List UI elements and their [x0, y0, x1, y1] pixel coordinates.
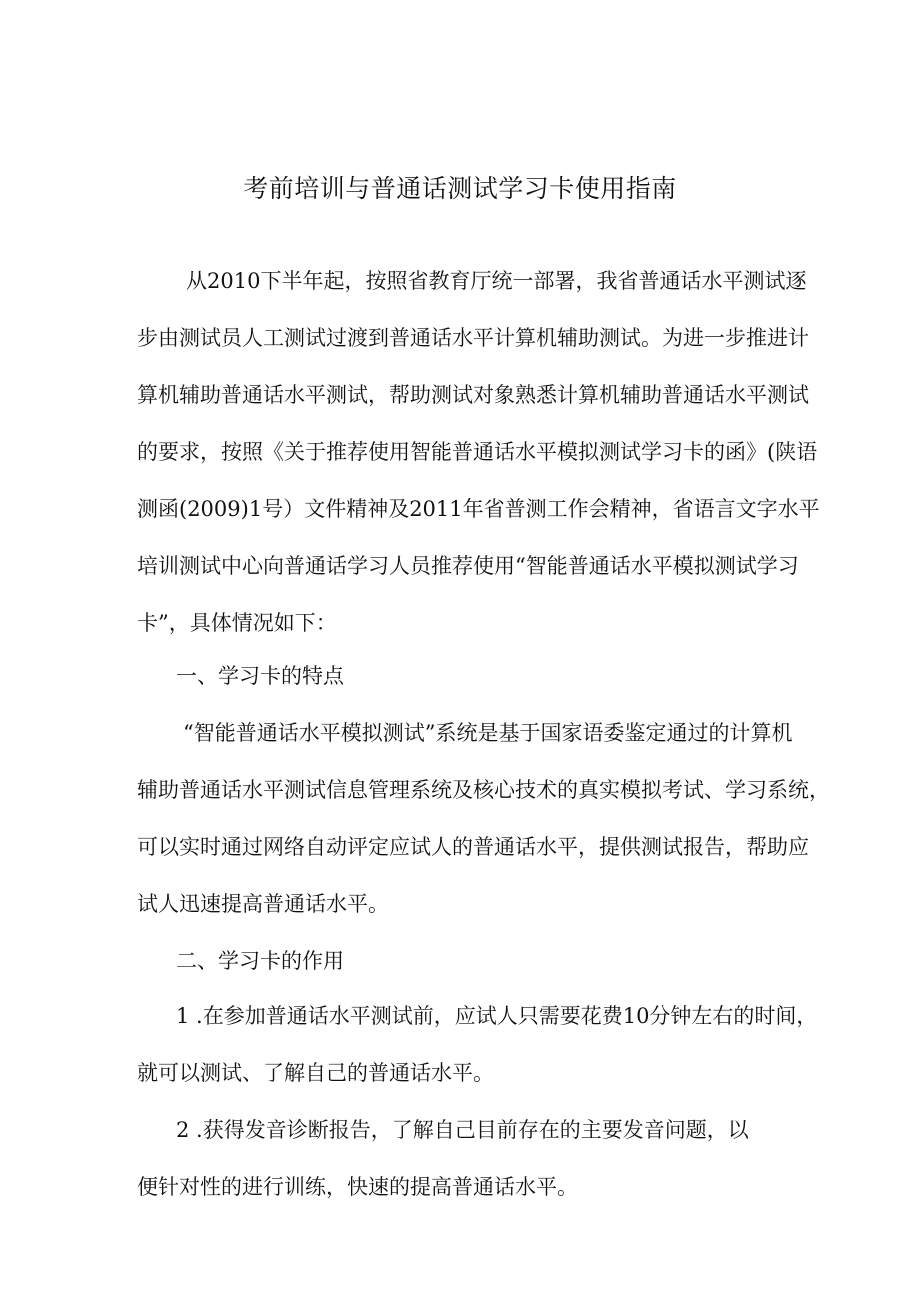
paragraph-line: 试人迅速提高普通话水平。	[137, 892, 389, 916]
list-item: 2 .获得发音诊断报告，了解自己目前存在的主要发音问题，以	[176, 1118, 749, 1142]
document-title: 考前培训与普通话测试学习卡使用指南	[243, 174, 677, 203]
paragraph-line: 就可以测试、了解自己的普通话水平。	[137, 1061, 494, 1085]
section-heading: 二、学习卡的作用	[176, 949, 344, 973]
paragraph-line: 步由测试员人工测试过渡到普通话水平计算机辅助测试。为进一步推进计	[137, 326, 809, 350]
list-item: 1 .在参加普通话水平测试前，应试人只需要花费10分钟左右的时间，	[176, 1004, 818, 1028]
paragraph-line: 从2010下半年起，按照省教育厅统一部署，我省普通话水平测试逐	[186, 269, 807, 293]
paragraph-line: 辅助普通话水平测试信息管理系统及核心技术的真实模拟考试、学习系统，	[137, 778, 830, 802]
paragraph-line: “智能普通话水平模拟测试”系统是基于国家语委鉴定通过的计算机	[183, 721, 793, 745]
paragraph-line: 卡”，具体情况如下：	[137, 611, 337, 635]
paragraph-line: 可以实时通过网络自动评定应试人的普通话水平，提供测试报告，帮助应	[137, 835, 809, 859]
paragraph-line: 便针对性的进行训练，快速的提高普通话水平。	[137, 1175, 578, 1199]
paragraph-line: 的要求，按照《关于推荐使用智能普通话水平模拟测试学习卡的函》(陕语	[137, 440, 818, 464]
paragraph-line: 测函(2009)1号）文件精神及2011年省普测工作会精神，省语言文字水平	[137, 497, 820, 521]
section-heading: 一、学习卡的特点	[176, 664, 344, 688]
paragraph-line: 算机辅助普通话水平测试，帮助测试对象熟悉计算机辅助普通话水平测试	[137, 383, 809, 407]
paragraph-line: 培训测试中心向普通话学习人员推荐使用“智能普通话水平模拟测试学习	[137, 554, 799, 578]
